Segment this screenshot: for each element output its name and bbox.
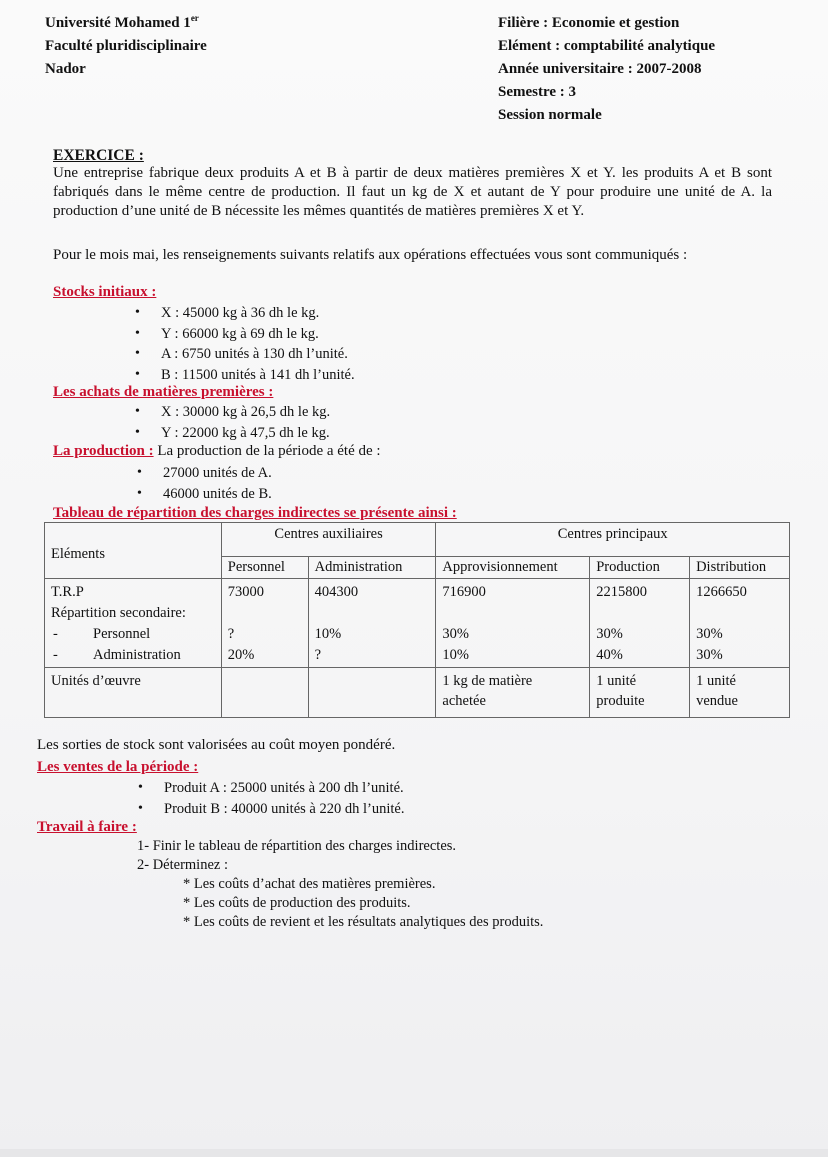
production-item: 27000 unités de A.: [163, 465, 272, 481]
vente-item: Produit A : 25000 unités à 200 dh l’unité.: [164, 780, 404, 796]
institution-header: [45, 12, 207, 81]
trp-value: 404300: [314, 584, 359, 600]
element: Elément : comptabilité analytique: [498, 38, 716, 54]
admin-row-label: [51, 645, 215, 666]
main-centers-header: Centres principaux: [436, 523, 790, 557]
stock-item: A : 6750 unités à 130 dh l’unité.: [161, 346, 348, 362]
personnel-label: Personnel: [93, 626, 151, 642]
bullet-icon: •: [137, 485, 142, 501]
uo-appro-cell: [436, 668, 590, 718]
admin-value: 10%: [442, 647, 470, 663]
bullet-icon: •: [135, 404, 140, 419]
stock-item: B : 11500 unités à 141 dh l’unité.: [161, 366, 355, 383]
uo-dist-cell: [690, 668, 790, 718]
bullet-icon: •: [138, 780, 143, 795]
city-name: Nador: [45, 61, 86, 77]
bullet-icon: •: [138, 800, 143, 816]
stock-item: Y : 66000 kg à 69 dh le kg.: [161, 325, 319, 342]
uo-text: 1 kg de matière: [442, 673, 533, 689]
empty-cell: [308, 668, 436, 718]
production-list: [137, 463, 272, 504]
uo-text: achetée: [442, 693, 486, 709]
question-1: 1- Finir le tableau de répartition des charges indirectes.: [137, 838, 457, 854]
personnel-col-cell: [221, 579, 308, 668]
session: Session normale: [498, 107, 602, 123]
col-distribution: Distribution: [690, 557, 790, 579]
production-col-cell: [590, 579, 690, 668]
bullet-icon: •: [135, 346, 140, 361]
stocks-title: Stocks initiaux :: [53, 284, 157, 300]
personnel-value: 30%: [596, 626, 623, 642]
trp-value: 73000: [227, 584, 264, 600]
uo-text: vendue: [696, 693, 738, 709]
list-item: [135, 402, 331, 423]
uo-text: 1 unité: [596, 673, 637, 689]
trp-label: T.R.P: [51, 584, 84, 600]
dash-icon: -: [53, 626, 58, 642]
university-name: Université Mohamed 1: [45, 15, 191, 31]
filiere: Filière : Economie et gestion: [498, 15, 680, 31]
col-approvisionnement: Approvisionnement: [436, 557, 590, 579]
university-line: [45, 12, 207, 35]
tableau-title: Tableau de répartition des charges indirectes se présente ainsi :: [53, 505, 457, 521]
personnel-value: 30%: [696, 626, 723, 642]
distribution-col-cell: [690, 579, 790, 668]
achat-item: Y : 22000 kg à 47,5 dh le kg.: [161, 424, 330, 441]
rep-sec-label: Répartition secondaire:: [51, 605, 186, 621]
admin-label: Administration: [93, 647, 181, 663]
exercise-intro: Une entreprise fabrique deux produits A et B à partir de deux matières premières X et Y. les produits A et B sont fabriqués dans le même centre de production. Il faut un kg de X et autant de Y pour produire une unité de A. la production d’une unité de B nécessite les mêmes quantités de matières premières X et Y.: [53, 165, 772, 219]
admin-value: ?: [314, 647, 322, 663]
col-production: Production: [590, 557, 690, 579]
uo-text: produite: [596, 693, 645, 709]
trp-value: 2215800: [596, 584, 647, 600]
list-item: [138, 799, 405, 820]
list-item: [135, 423, 330, 444]
auxiliary-centers-header: Centres auxiliaires: [221, 523, 436, 557]
faculty-name: Faculté pluridisciplinaire: [45, 38, 207, 54]
academic-year: Année universitaire : 2007-2008: [498, 61, 702, 77]
sorties-text: Les sorties de stock sont valorisées au coût moyen pondéré.: [37, 737, 396, 753]
travail-title: Travail à faire :: [37, 819, 137, 835]
admin-value: 20%: [227, 647, 255, 663]
ventes-title: Les ventes de la période :: [37, 759, 199, 775]
col-administration: Administration: [308, 557, 436, 579]
admin-value: 30%: [696, 647, 723, 663]
list-item: [137, 484, 272, 505]
personnel-value: 30%: [442, 626, 470, 642]
trp-value: 716900: [442, 584, 486, 600]
vente-item: Produit B : 40000 unités à 220 dh l’unité.: [164, 800, 405, 817]
personnel-value: ?: [227, 626, 235, 642]
sub-question: * Les coûts de production des produits.: [183, 895, 411, 911]
achat-item: X : 30000 kg à 26,5 dh le kg.: [161, 404, 331, 420]
col-personnel: Personnel: [221, 557, 308, 579]
stocks-list: [135, 303, 355, 385]
list-item: [135, 344, 355, 365]
production-item: 46000 unités de B.: [163, 485, 272, 502]
list-item: [135, 324, 355, 345]
list-item: [135, 365, 355, 386]
personnel-value: 10%: [314, 626, 342, 642]
trp-value: 1266650: [696, 584, 747, 600]
bullet-icon: •: [135, 366, 140, 382]
production-text: La production de la période a été de :: [153, 443, 381, 459]
table-header-row: [45, 523, 790, 557]
uo-label: Unités d’œuvre: [45, 668, 222, 718]
table-row: [45, 668, 790, 718]
personnel-row-label: [51, 624, 215, 645]
bullet-icon: •: [137, 465, 142, 480]
sub-question: * Les coûts de revient et les résultats analytiques des produits.: [183, 914, 544, 930]
sub-question: * Les coûts d’achat des matières premières.: [183, 876, 436, 892]
semester: Semestre : 3: [498, 84, 577, 100]
elements-header: Eléments: [45, 523, 222, 579]
achats-title: Les achats de matières premières :: [53, 384, 274, 400]
uo-text: 1 unité: [696, 673, 736, 689]
bullet-icon: •: [135, 325, 140, 341]
stock-item: X : 45000 kg à 36 dh le kg.: [161, 305, 320, 321]
row-labels-cell: [45, 579, 222, 668]
ordinal-sup: er: [190, 13, 199, 23]
repartition-table: [44, 522, 790, 718]
table-row: [45, 579, 790, 668]
exercise-title: EXERCICE :: [53, 147, 144, 164]
bullet-icon: •: [135, 424, 140, 440]
course-header: [498, 12, 715, 127]
dash-icon: -: [53, 647, 58, 663]
list-item: [135, 303, 355, 324]
question-2: 2- Déterminez :: [137, 857, 228, 873]
ventes-list: [138, 778, 405, 819]
uo-prod-cell: [590, 668, 690, 718]
production-title: La production :: [53, 443, 154, 459]
admin-value: 40%: [596, 647, 623, 663]
list-item: [138, 778, 404, 799]
list-item: [137, 463, 272, 484]
administration-col-cell: [308, 579, 436, 668]
production-line: [53, 443, 381, 460]
achats-list: [135, 402, 331, 443]
bullet-icon: •: [135, 305, 140, 320]
bottom-edge: [0, 1149, 828, 1157]
exercise-context: Pour le mois mai, les renseignements suivants relatifs aux opérations effectuées vous sont communiqués :: [53, 247, 688, 263]
approvisionnement-col-cell: [436, 579, 590, 668]
empty-cell: [221, 668, 308, 718]
